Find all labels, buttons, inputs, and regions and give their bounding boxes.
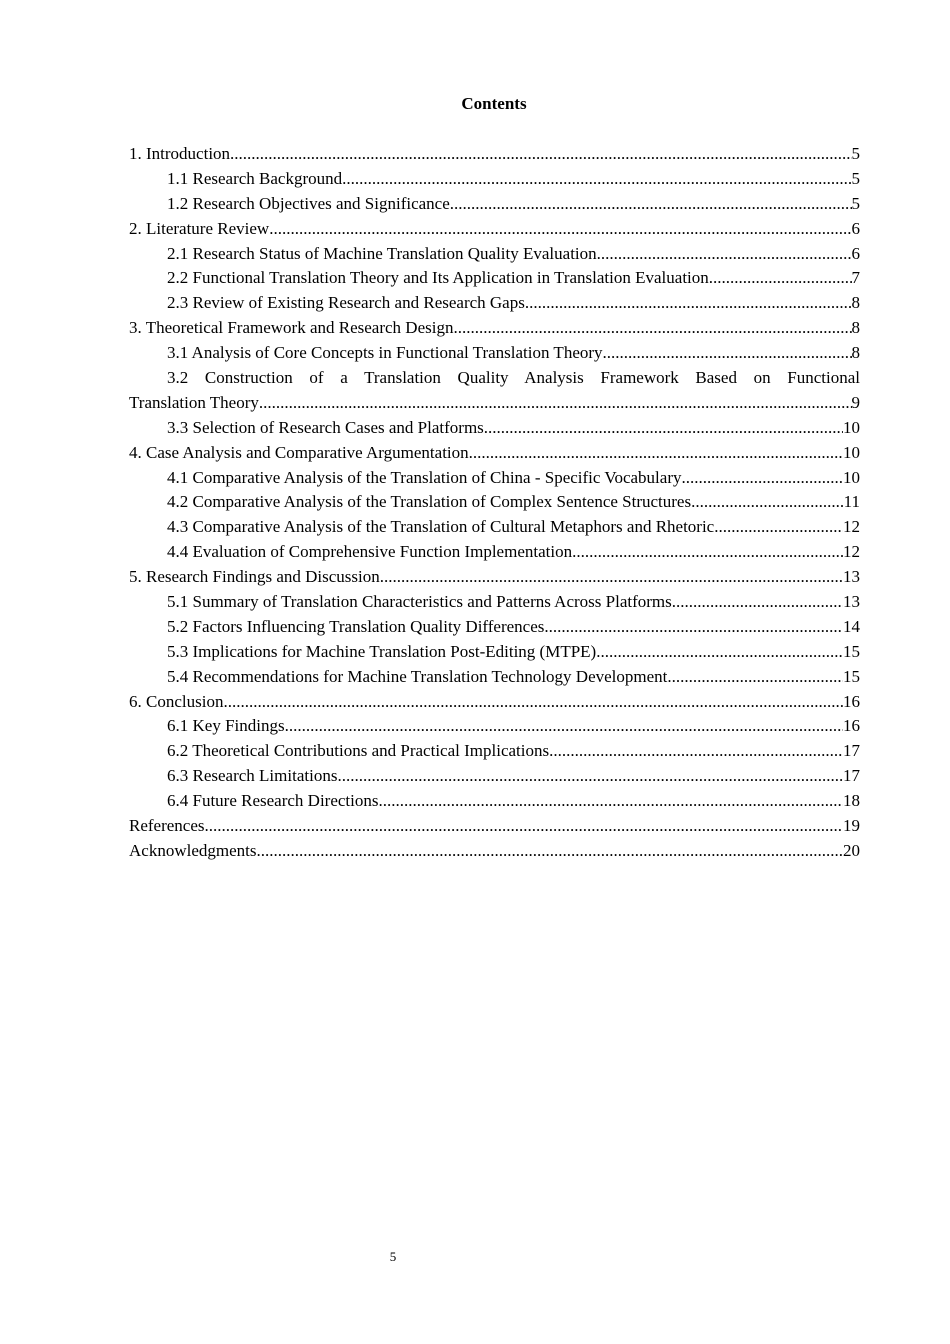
dot-leader <box>603 341 852 366</box>
toc-entry-label: References <box>129 816 205 836</box>
toc-section-entry[interactable] <box>129 565 860 590</box>
toc-entry-label: 6.1 Key Findings <box>167 716 285 736</box>
toc-section-entry[interactable] <box>129 839 860 864</box>
toc-entry-label: 5.2 Factors Influencing Translation Quality Differences <box>167 616 545 636</box>
toc-entry-label: 2.3 Review of Existing Research and Research Gaps <box>167 293 525 313</box>
dot-leader <box>709 266 852 291</box>
toc-section-entry[interactable] <box>129 142 860 167</box>
toc-entry-label: 5.3 Implications for Machine Translation Post-Editing (MTPE) <box>167 641 597 661</box>
toc-entry-label: 6.4 Future Research Directions <box>167 791 379 811</box>
table-of-contents <box>129 142 860 864</box>
toc-entry-label-line1: 3.2 Construction of a Translation Quality Analysis Framework Based on Functional <box>167 368 860 388</box>
toc-entry-label: 2.1 Research Status of Machine Translation Quality Evaluation <box>167 243 597 263</box>
toc-page-number: 13 <box>843 567 860 587</box>
toc-entry-label: 4.3 Comparative Analysis of the Translation of Cultural Metaphors and Rhetoric <box>167 517 715 537</box>
toc-subsection-entry[interactable] <box>129 416 860 441</box>
toc-subsection-entry[interactable] <box>129 714 860 739</box>
dot-leader <box>667 665 843 690</box>
dot-leader <box>380 565 843 590</box>
toc-subsection-entry[interactable] <box>129 615 860 640</box>
dot-leader <box>259 391 852 416</box>
toc-page-number: 5 <box>851 168 860 188</box>
toc-page-number: 12 <box>843 517 860 537</box>
toc-page-number: 5 <box>851 193 860 213</box>
dot-leader <box>572 540 843 565</box>
toc-page-number: 10 <box>843 417 860 437</box>
toc-page-number: 10 <box>843 442 860 462</box>
toc-entry-label: 6. Conclusion <box>129 691 224 711</box>
toc-section-entry[interactable] <box>129 316 860 341</box>
toc-page-number: 15 <box>843 666 860 686</box>
toc-subsection-entry[interactable] <box>129 341 860 366</box>
toc-subsection-entry[interactable] <box>129 490 860 515</box>
dot-leader <box>714 515 843 540</box>
toc-subsection-entry[interactable] <box>129 789 860 814</box>
toc-entry-label: 5.4 Recommendations for Machine Translation Technology Development <box>167 666 668 686</box>
toc-page-number: 10 <box>843 467 860 487</box>
toc-entry-label: 3.3 Selection of Research Cases and Platforms <box>167 417 484 437</box>
toc-page-number: 9 <box>851 392 860 412</box>
toc-page-number: 5 <box>851 144 860 163</box>
toc-entry-label: 4.4 Evaluation of Comprehensive Function Implementation <box>167 542 573 562</box>
toc-entry-label: 4.1 Comparative Analysis of the Translation of China - Specific Vocabulary <box>167 467 682 487</box>
toc-subsection-entry[interactable] <box>129 167 860 192</box>
toc-subsection-entry[interactable] <box>129 590 860 615</box>
dot-leader <box>544 615 843 640</box>
toc-page-number: 8 <box>851 343 860 363</box>
dot-leader <box>682 466 844 491</box>
toc-entry-label: 2. Literature Review <box>129 218 270 238</box>
dot-leader <box>672 590 843 615</box>
toc-entry-label: 2.2 Functional Translation Theory and Its Application in Translation Evaluation <box>167 268 709 288</box>
toc-subsection-entry[interactable] <box>129 540 860 565</box>
toc-page-number: 13 <box>843 592 860 612</box>
toc-subsection-entry[interactable] <box>129 665 860 690</box>
toc-entry-label: 1.2 Research Objectives and Significance <box>167 193 450 213</box>
toc-page-number: 6 <box>851 243 860 263</box>
dot-leader <box>484 416 843 441</box>
dot-leader <box>596 640 843 665</box>
toc-entry-label: Acknowledgments <box>129 840 257 860</box>
toc-page-number: 16 <box>843 716 860 736</box>
toc-page-number: 17 <box>843 741 860 761</box>
dot-leader <box>525 291 852 316</box>
dot-leader <box>269 217 851 242</box>
toc-page-number: 20 <box>843 840 860 860</box>
dot-leader <box>230 142 851 167</box>
dot-leader <box>453 316 851 341</box>
toc-entry-label: 4. Case Analysis and Comparative Argumentation <box>129 442 469 462</box>
toc-page-number: 12 <box>843 542 860 562</box>
dot-leader <box>223 690 843 715</box>
toc-section-entry[interactable] <box>129 814 860 839</box>
toc-entry-label: 6.2 Theoretical Contributions and Practical Implications <box>167 741 550 761</box>
toc-page-number: 17 <box>843 766 860 786</box>
toc-page-number: 19 <box>843 816 860 836</box>
toc-entry-label: 6.3 Research Limitations <box>167 766 338 786</box>
toc-entry-label-line2: Translation Theory <box>129 392 259 412</box>
toc-subsection-entry[interactable] <box>129 640 860 665</box>
toc-page-number: 16 <box>843 691 860 711</box>
toc-entry-label: 4.2 Comparative Analysis of the Translation of Complex Sentence Structures <box>167 492 692 512</box>
toc-page-number: 18 <box>843 791 860 811</box>
toc-entry-label: 1. Introduction <box>129 144 231 163</box>
dot-leader <box>285 714 843 739</box>
toc-page-number: 6 <box>851 218 860 238</box>
toc-subsection-entry[interactable] <box>129 739 860 764</box>
dot-leader <box>469 441 843 466</box>
page-title: Contents <box>461 94 527 113</box>
dot-leader <box>597 242 852 267</box>
toc-page-number: 8 <box>851 293 860 313</box>
toc-entry[interactable] <box>129 366 860 416</box>
toc-section-entry[interactable] <box>129 690 860 715</box>
toc-subsection-entry[interactable] <box>129 291 860 316</box>
dot-leader <box>379 789 844 814</box>
toc-subsection-entry[interactable] <box>129 466 860 491</box>
toc-subsection-entry[interactable] <box>129 515 860 540</box>
toc-entry-label: 3.1 Analysis of Core Concepts in Functional Translation Theory <box>167 343 603 363</box>
dot-leader <box>342 167 851 192</box>
dot-leader <box>450 192 852 217</box>
toc-page-number: 8 <box>851 318 860 338</box>
toc-section-entry[interactable] <box>129 217 860 242</box>
dot-leader <box>549 739 843 764</box>
toc-page-number: 11 <box>843 492 860 512</box>
toc-entry-label: 5. Research Findings and Discussion <box>129 567 380 587</box>
toc-subsection-entry[interactable] <box>129 764 860 789</box>
toc-subsection-entry[interactable] <box>129 192 860 217</box>
dot-leader <box>337 764 843 789</box>
toc-subsection-entry[interactable] <box>129 266 860 291</box>
toc-entry-label: 3. Theoretical Framework and Research Design <box>129 318 454 338</box>
toc-page-number: 15 <box>843 641 860 661</box>
toc-entry-label: 5.1 Summary of Translation Characteristics and Patterns Across Platforms <box>167 592 672 612</box>
toc-entry-label: 1.1 Research Background <box>167 168 343 188</box>
toc-subsection-entry[interactable] <box>129 242 860 267</box>
page-number: 5 <box>389 1249 397 1264</box>
toc-section-entry[interactable] <box>129 441 860 466</box>
toc-page-number: 14 <box>843 616 860 636</box>
dot-leader <box>691 490 844 515</box>
dot-leader <box>256 839 843 864</box>
dot-leader <box>205 814 843 839</box>
toc-page-number: 7 <box>851 268 860 288</box>
